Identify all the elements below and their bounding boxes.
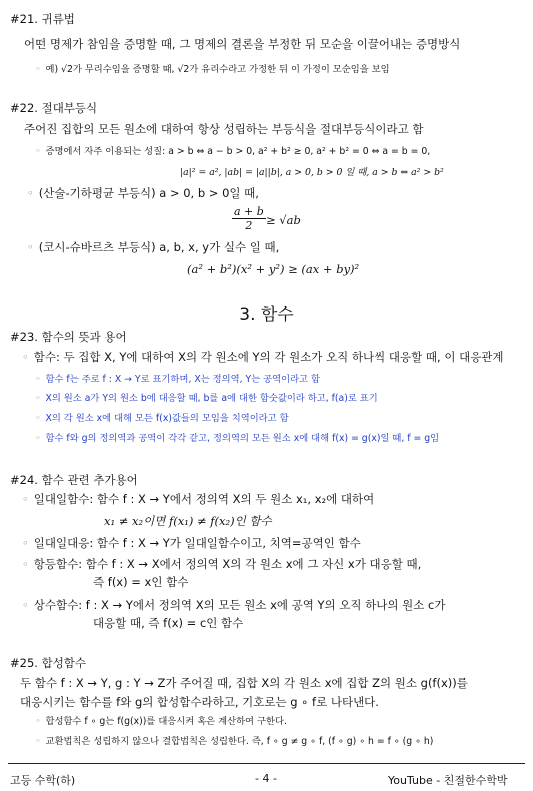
bullet-icon: ◦ [35,736,41,747]
bullet-icon: ◦ [22,598,29,612]
section-25-heading: #25. 합성함수 [10,656,87,670]
chapter-title: 3. 함수 [239,305,294,325]
bullet-icon: ◦ [35,393,41,404]
identity-condition: 즉 f(x) = x인 함수 [93,575,189,589]
footer-right: YouTube - 친절한수학박 [388,774,508,787]
amgm-fraction [232,205,266,232]
footer-divider [8,763,525,764]
bullet-icon: ◦ [35,146,41,157]
bullet-icon: ◦ [22,492,29,506]
bullet-icon: ◦ [35,374,41,385]
constant-condition: 대응할 때, 즉 f(x) = c인 함수 [93,616,244,630]
section-23-b3-row [35,413,289,425]
section-25-b2-row [35,736,433,748]
amgm-rhs: ≥ √ab [266,213,301,227]
bullet-icon: ◦ [27,186,34,200]
section-21-example-row [35,64,390,76]
section-23-bullet-4: 함수 f와 g의 정의역과 공역이 각각 같고, 정의역의 모든 원소 x에 대해 f(x) = g(x)일 때, f = g임 [45,433,440,444]
injective-condition: x₁ ≠ x₂이면 f(x₁) ≠ f(x₂)인 함수 [104,514,272,528]
cauchy-schwarz-formula: (a² + b²)(x² + y²) ≥ (ax + by)² [187,262,360,276]
composition-def-2: 대응시키는 함수를 f와 g의 합성함수라하고, 기호로는 g ∘ f로 나타낸다. [20,695,379,709]
section-24-heading: #24. 함수 관련 추가용어 [10,473,138,487]
composition-def-1: 두 함수 f : X → Y, g : Y → Z가 주어질 때, 집합 X의 각 원소 x에 집합 Z의 원소 g(f(x))를 [20,676,468,690]
section-22-heading: #22. 절대부등식 [10,101,98,115]
section-22-amgm-row [27,186,259,200]
section-23-bullet-3: X의 각 원소 x에 대해 모든 f(x)값들의 모임을 치역이라고 함 [45,413,289,424]
bullet-icon: ◦ [22,557,29,571]
bullet-icon: ◦ [22,536,29,550]
bullet-icon: ◦ [35,64,41,75]
section-21-example: 예) √2가 무리수임을 증명할 때, √2가 유리수라고 가정한 뒤 이 가정이 모순임을 보임 [45,64,390,75]
bijection-definition: 일대일대응: 함수 f : X → Y가 일대일함수이고, 치역=공역인 함수 [33,536,361,550]
injective-row [22,492,374,506]
bijection-row [22,536,361,550]
section-22-cs: (코시-슈바르츠 부등식) a, b, x, y가 실수 일 때, [38,240,280,254]
section-21-definition: 어떤 명제가 참임을 증명할 때, 그 명제의 결론을 부정한 뒤 모순을 이끌어내는 증명방식 [24,37,461,51]
section-22-definition: 주어진 집합의 모든 원소에 대하여 항상 성립하는 부등식을 절대부등식이라고 함 [24,122,424,136]
page-number: - 4 - [255,772,277,785]
section-23-b2-row [35,393,378,405]
bullet-icon: ◦ [35,413,41,424]
identity-definition: 항등함수: 함수 f : X → X에서 정의역 X의 각 원소 x에 그 자신 x가 대응할 때, [33,557,422,571]
section-25-b1-row [35,716,287,728]
section-22-prop1: 증명에서 자주 이용되는 성질: a > b ⇔ a − b > 0, a² + b² ≥ 0, a² + b² = 0 ⇔ a = b = 0, [45,146,431,157]
constant-row [22,598,445,612]
bullet-icon: ◦ [22,350,29,364]
section-25-bullet-2: 교환법칙은 성립하지 않으나 결합법칙은 성립한다. 즉, f ∘ g ≠ g ∘ f, (f ∘ g) ∘ h = f ∘ (g ∘ h) [45,736,434,747]
section-25-bullet-1: 합성함수 f ∘ g는 f(g(x))를 대응시켜 혹은 계산하여 구한다. [45,716,287,727]
section-23-heading: #23. 함수의 뜻과 용어 [10,330,127,344]
footer-left: 고등 수학(하) [10,774,76,787]
bullet-icon: ◦ [35,433,41,444]
amgm-denominator: 2 [245,219,253,232]
amgm-numerator: a + b [234,205,264,218]
section-23-b4-row [35,433,439,445]
section-23-bullet-2: X의 원소 a가 Y의 원소 b에 대응할 때, b를 a에 대한 함숫값이라 하고, f(a)로 표기 [45,393,378,404]
section-23-b1-row [35,374,320,386]
section-22-prop-row [35,146,430,158]
section-22-prop2: |a|² = a², |ab| = |a||b|, a > 0, b > 0 일 때, a > b ⇔ a² > b² [180,167,444,178]
section-22-amgm: (산술-기하평균 부등식) a > 0, b > 0일 때, [38,186,259,200]
bullet-icon: ◦ [35,716,41,727]
section-21-heading: #21. 귀류법 [10,12,75,26]
section-22-cs-row [27,240,279,254]
section-23-def-row [22,350,504,364]
identity-row [22,557,421,571]
constant-definition: 상수함수: f : X → Y에서 정의역 X의 모든 원소 x에 공역 Y의 오직 하나의 원소 c가 [33,598,446,612]
section-23-definition: 함수: 두 집합 X, Y에 대하여 X의 각 원소에 Y의 각 원소가 오직 하나씩 대응할 때, 이 대응관계 [33,350,504,364]
injective-definition: 일대일함수: 함수 f : X → Y에서 정의역 X의 두 원소 x₁, x₂에 대하여 [33,492,375,506]
bullet-icon: ◦ [27,240,34,254]
section-23-bullet-1: 함수 f는 주로 f : X → Y로 표기하며, X는 정의역, Y는 공역이라고 함 [45,374,320,385]
